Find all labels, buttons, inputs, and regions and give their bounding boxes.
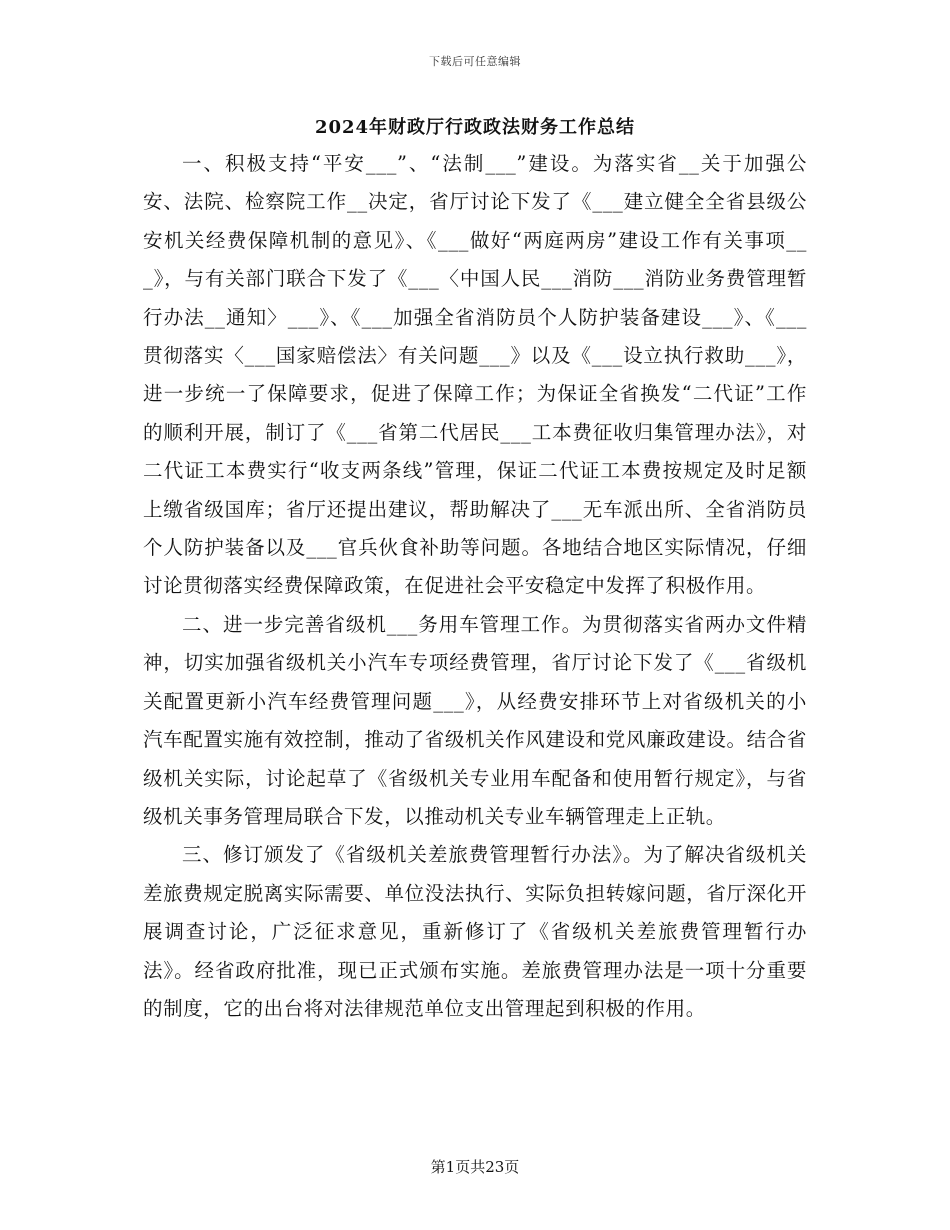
document-title: 2024年财政厅行政政法财务工作总结 — [314, 117, 636, 138]
header-note: 下载后可任意编辑 — [429, 55, 521, 68]
paragraph-1: 一、积极支持“平安___”、“法制___”建设。为落实省__关于加强公安、法院、检察院工作__决定，省厅讨论下发了《___建立健全全省县级公安机关经费保障机制的意见》、《___做好“两庭两房”建设工作有关事项___》，与有关部门联合下发了《___〈中国人民___消防___消防业务费管理暂行办法__通知〉___》、《___加强全省消防员个人防护装备建设___》、《___贯彻落实〈___国家赔偿法〉有关问题___》以及《___设立执行救助___》，进一步统一了保障要求，促进了保障工作；为保证全省换发“二代证”工作的顺利开展，制订了《___省第二代居民___工本费征收归集管理办法》，对二代证工本费实行“收支两条线”管理，保证二代证工本费按规定及时足额上缴省级国库；省厅还提出建议，帮助解决了___无车派出所、全省消防员个人防护装备以及___官兵伙食补助等问题。各地结合地区实际情况，仔细讨论贯彻落实经费保障政策，在促进社会平安稳定中发挥了积极作用。 — [143, 152, 807, 598]
paragraph-3: 三、修订颁发了《省级机关差旅费管理暂行办法》。为了解决省级机关差旅费规定脱离实际需要、单位没法执行、实际负担转嫁问题，省厅深化开展调查讨论，广泛征求意见，重新修订了《省级机关差旅费管理暂行办法》。经省政府批准，现已正式颁布实施。差旅费管理办法是一项十分重要的制度，它的出台将对法律规范单位支出管理起到积极的作用。 — [143, 843, 807, 1020]
paragraph-2: 二、进一步完善省级机___务用车管理工作。为贯彻落实省两办文件精神，切实加强省级机关小汽车专项经费管理，省厅讨论下发了《___省级机关配置更新小汽车经费管理问题___》，从经费安排环节上对省级机关的小汽车配置实施有效控制，推动了省级机关作风建设和党风廉政建设。结合省级机关实际，讨论起草了《省级机关专业用车配备和使用暂行规定》，与省级机关事务管理局联合下发，以推动机关专业车辆管理走上正轨。 — [143, 612, 807, 828]
document-body — [143, 145, 807, 1028]
page-footer: 第1页共23页 — [430, 1158, 520, 1176]
